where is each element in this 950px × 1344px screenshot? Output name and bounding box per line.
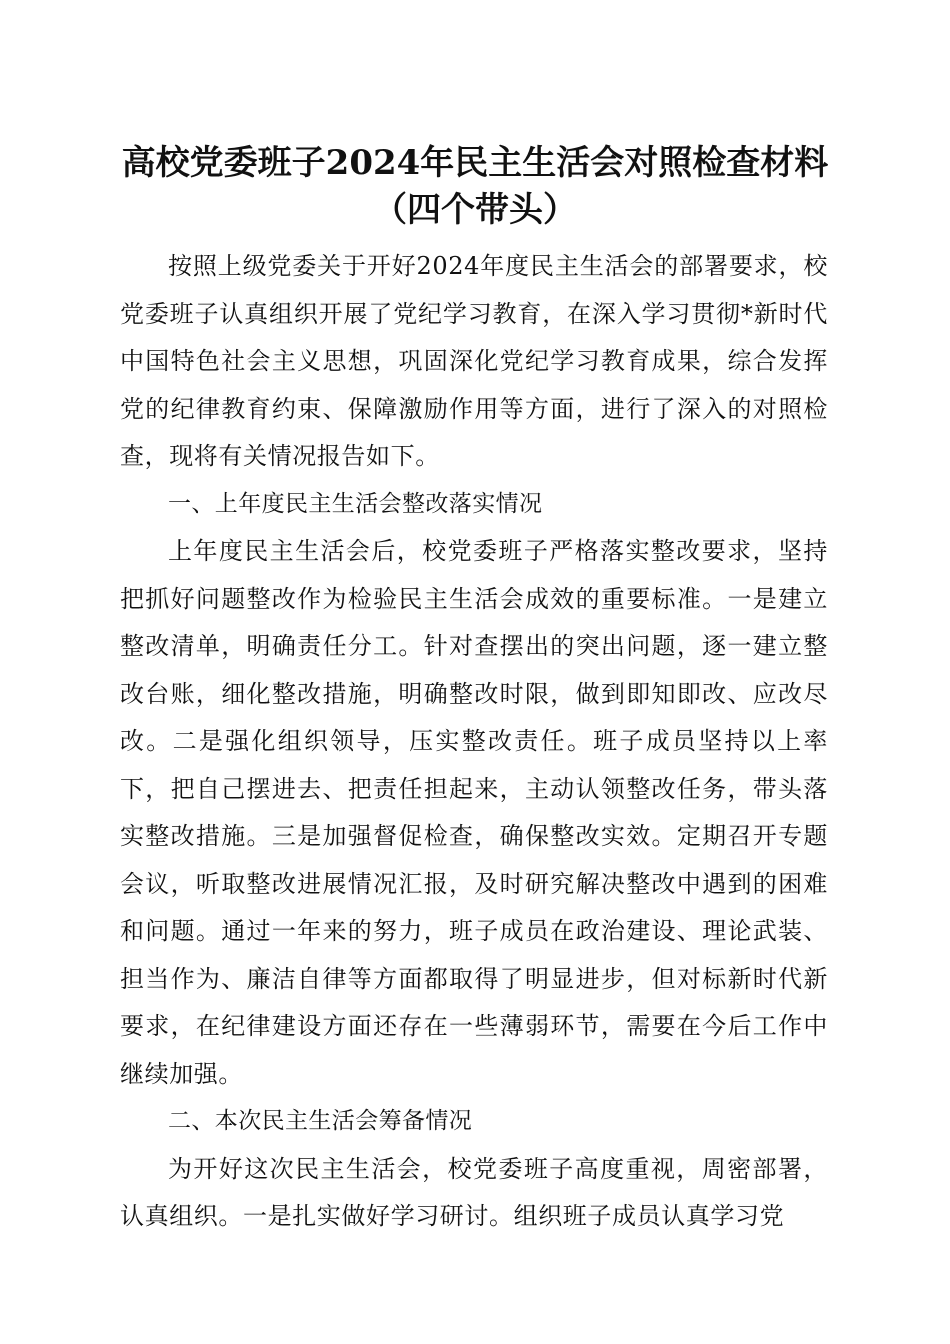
section-heading-1: 一、上年度民主生活会整改落实情况 bbox=[168, 490, 543, 517]
section-heading-2: 二、本次民主生活会筹备情况 bbox=[168, 1108, 473, 1134]
document-body bbox=[120, 243, 828, 1241]
section-paragraph-1: 上年度民主生活会后，校党委班子严格落实整改要求，坚持把抓好问题整改作为检验民主生活会成效的重要标准。一是建立整改清单，明确责任分工。针对查摆出的突出问题，逐一建立整改台账，细化整改措施，明确整改时限，做到即知即改、应改尽改。二是强化组织领导，压实整改责任。班子成员坚持以上率下，把自己摆进去、把责任担起来，主动认领整改任务，带头落实整改措施。三是加强督促检查，确保整改实效。定期召开专题会议，听取整改进展情况汇报，及时研究解决整改中遇到的困难和问题。通过一年来的努力，班子成员在政治建设、理论武装、担当作为、廉洁自律等方面都取得了明显进步，但对标新时代新要求，在纪律建设方面还存在一些薄弱环节，需要在今后工作中继续加强。 bbox=[120, 537, 828, 1088]
section-paragraph-2: 为开好这次民主生活会，校党委班子高度重视，周密部署，认真组织。一是扎实做好学习研讨。组织班子成员认真学习党 bbox=[120, 1154, 828, 1230]
document-title: 高校党委班子2024年民主生活会对照检查材料（四个带头） bbox=[121, 143, 829, 230]
intro-paragraph: 按照上级党委关于开好2024年度民主生活会的部署要求，校党委班子认真组织开展了党纪学习教育，在深入学习贯彻*新时代中国特色社会主义思想，巩固深化党纪学习教育成果，综合发挥党的纪律教育约束、保障激励作用等方面，进行了深入的对照检查，现将有关情况报告如下。 bbox=[120, 252, 828, 470]
